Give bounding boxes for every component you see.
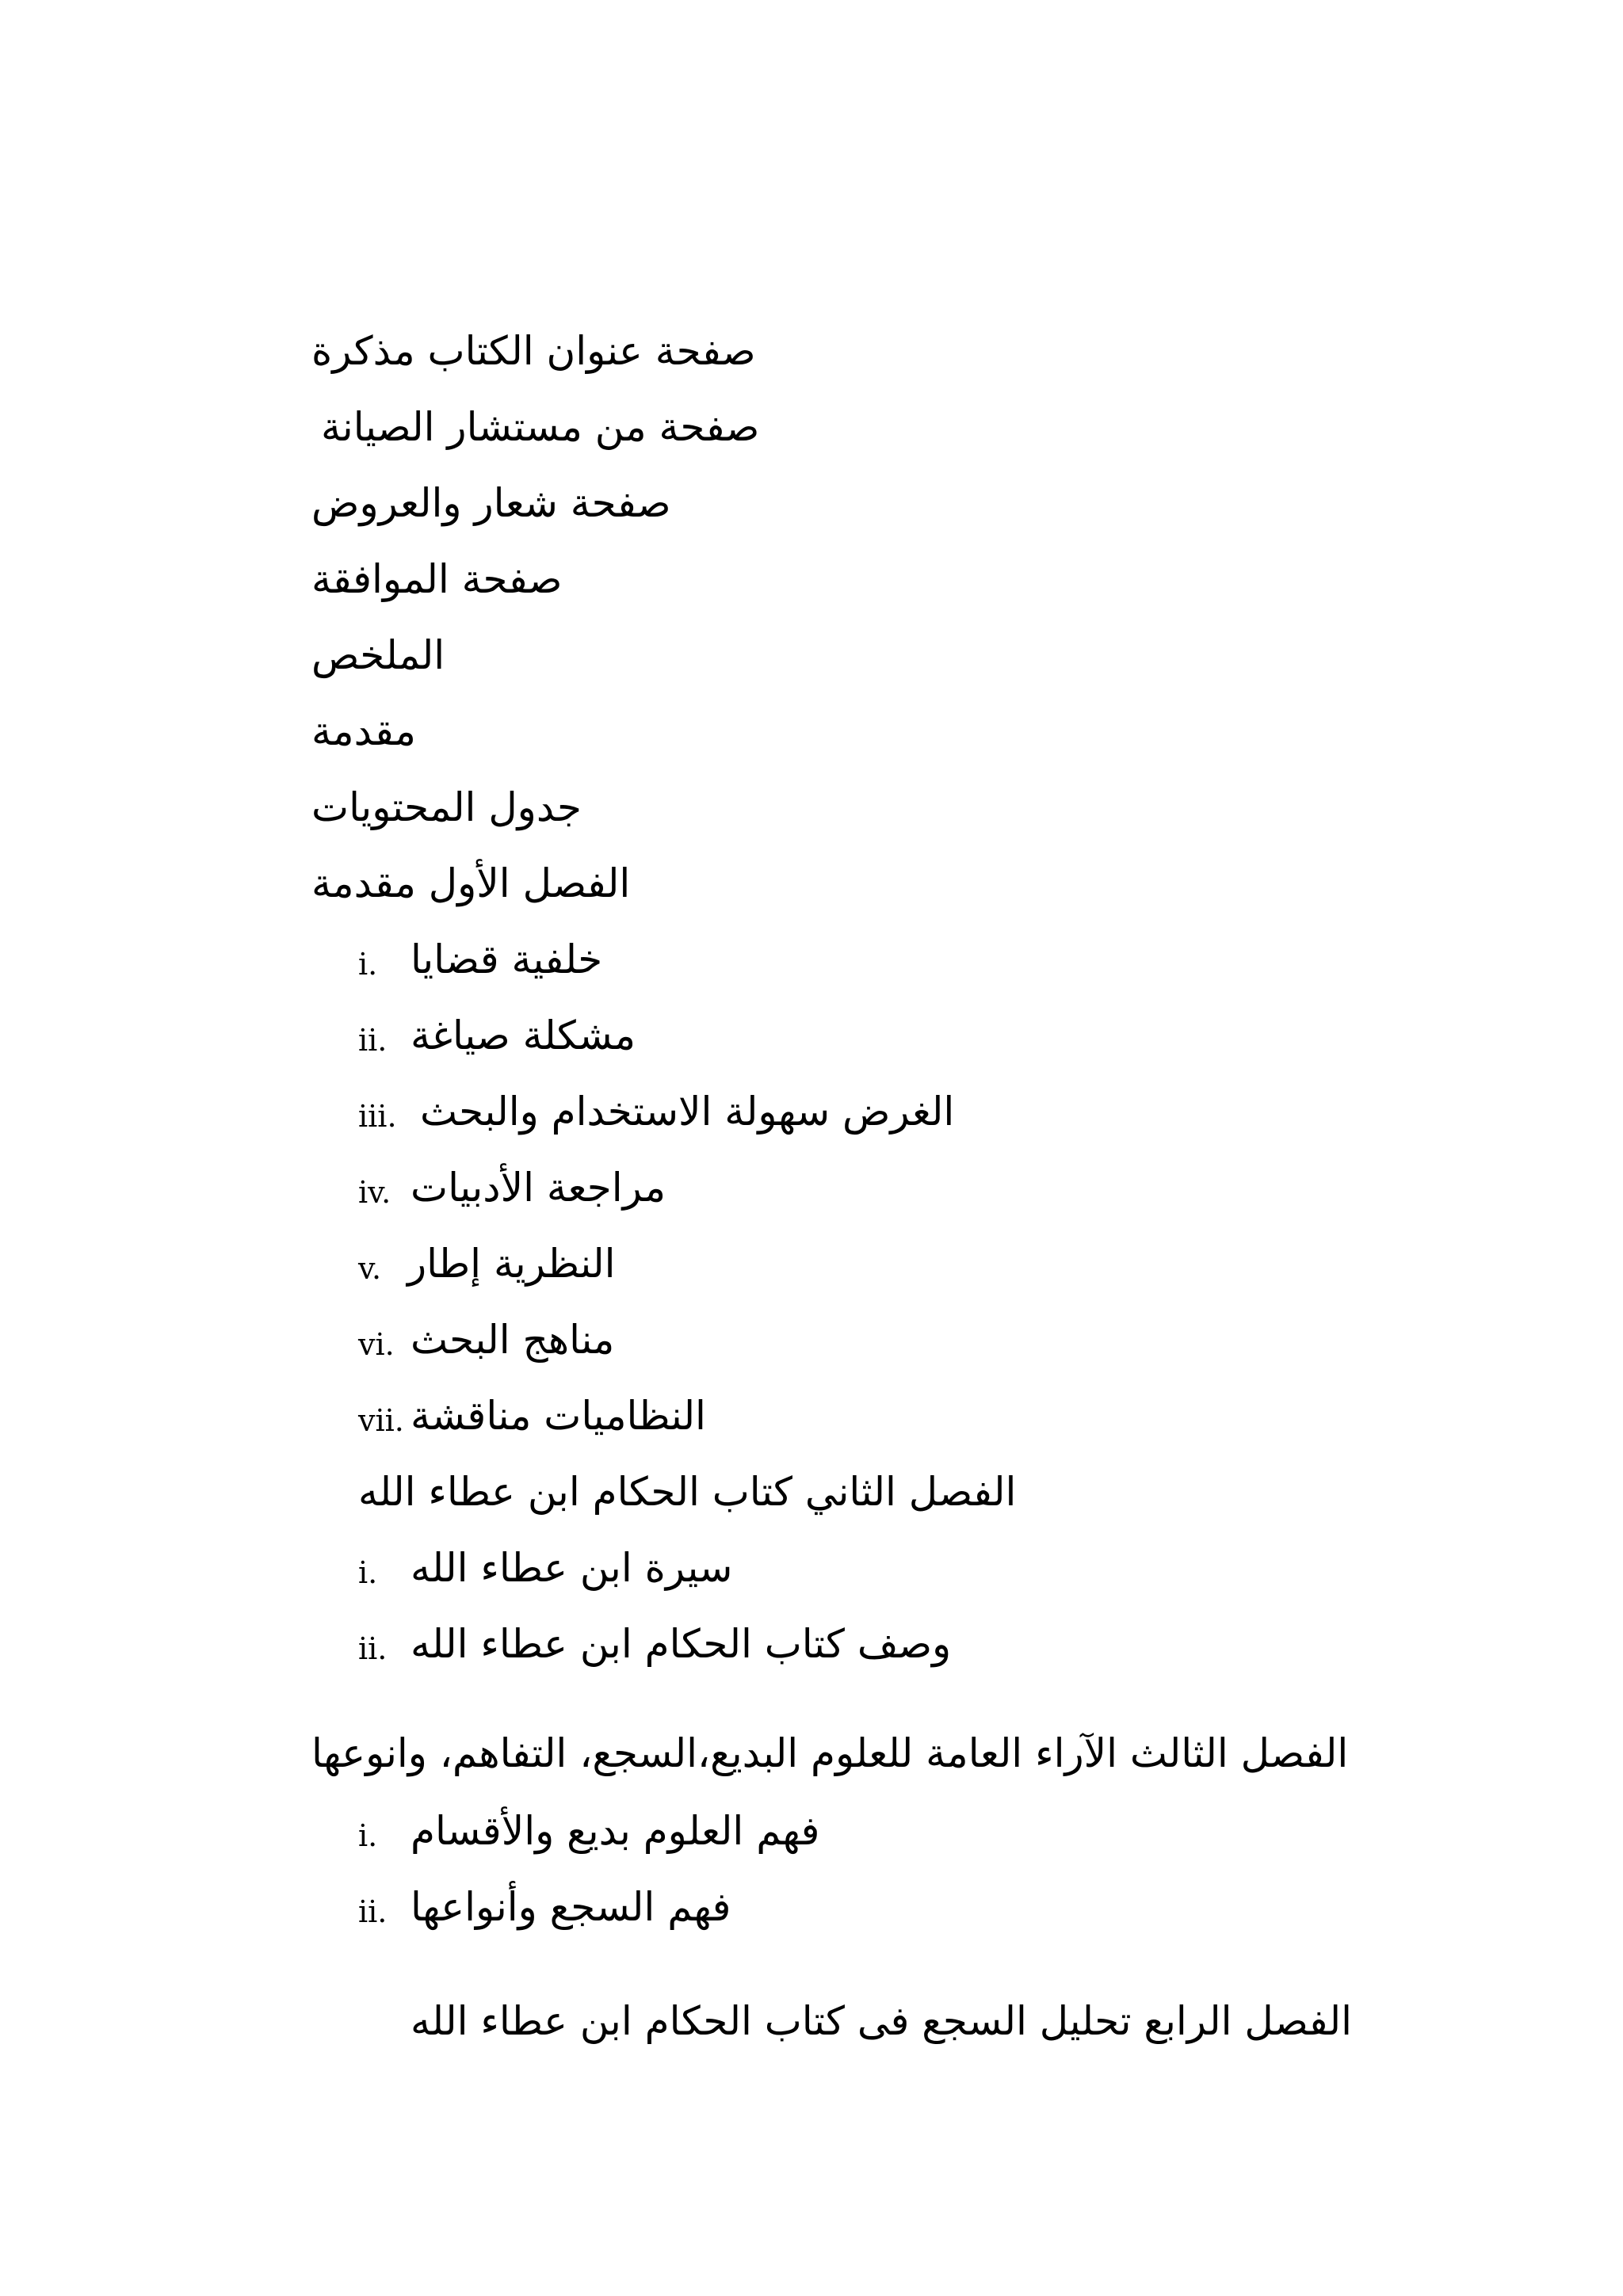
list-item-text: الغرض سهولة الاستخدام والبحث — [420, 1089, 955, 1135]
list-item-number: vi. — [358, 1327, 395, 1362]
list-item-number: ii. — [358, 1631, 388, 1666]
list-item-text: سيرة ابن عطاء الله — [411, 1545, 733, 1591]
list-item-number: v. — [358, 1251, 382, 1286]
list-item-text: خلفية قضايا — [411, 936, 603, 982]
list-item-number: iii. — [358, 1099, 397, 1134]
toc-front-text: صفحة الموافقة — [311, 556, 563, 602]
list-item-number: ii. — [358, 1894, 388, 1929]
toc-front-text: صفحة عنوان الكتاب مذكرة — [311, 328, 756, 374]
list-item-text: مشكلة صياغة — [411, 1013, 636, 1058]
list-item-number: vii. — [358, 1403, 404, 1438]
list-item-text: النظاميات مناقشة — [411, 1393, 706, 1439]
toc-front-text: الملخص — [311, 632, 445, 678]
list-item-text: مراجعة الأدبيات — [411, 1165, 666, 1211]
toc-front-text: صفحة من مستشار الصيانة — [321, 404, 760, 450]
chapter-title-text: الفصل الأول مقدمة — [311, 860, 631, 906]
list-item-number: iv. — [358, 1175, 391, 1210]
toc-front-text: صفحة شعار والعروض — [311, 480, 671, 526]
list-item-text: مناهج البحث — [411, 1317, 615, 1363]
toc-front-text: مقدمة — [311, 708, 416, 754]
chapter-title-text: الفصل الثالث الآراء العامة للعلوم البديع،السجع، التفاهم، وانوعها — [311, 1730, 1349, 1776]
chapter-title-text: الفصل الثاني كتاب الحكام ابن عطاء الله — [358, 1469, 1017, 1515]
list-item-text: النظرية إطار — [407, 1241, 616, 1287]
list-item-text: وصف كتاب الحكام ابن عطاء الله — [411, 1621, 952, 1667]
list-item-number: i. — [358, 947, 378, 982]
list-item-number: i. — [358, 1818, 378, 1853]
list-item-number: ii. — [358, 1023, 388, 1058]
chapter-title-text: الفصل الرابع تحليل السجع فى كتاب الحكام ابن عطاء الله — [411, 1998, 1353, 2044]
list-item-text: فهم السجع وأنواعها — [411, 1884, 731, 1930]
list-item-number: i. — [358, 1555, 378, 1590]
toc-front-text: جدول المحتويات — [311, 784, 582, 830]
list-item-text: فهم العلوم بديع والأقسام — [411, 1808, 820, 1854]
